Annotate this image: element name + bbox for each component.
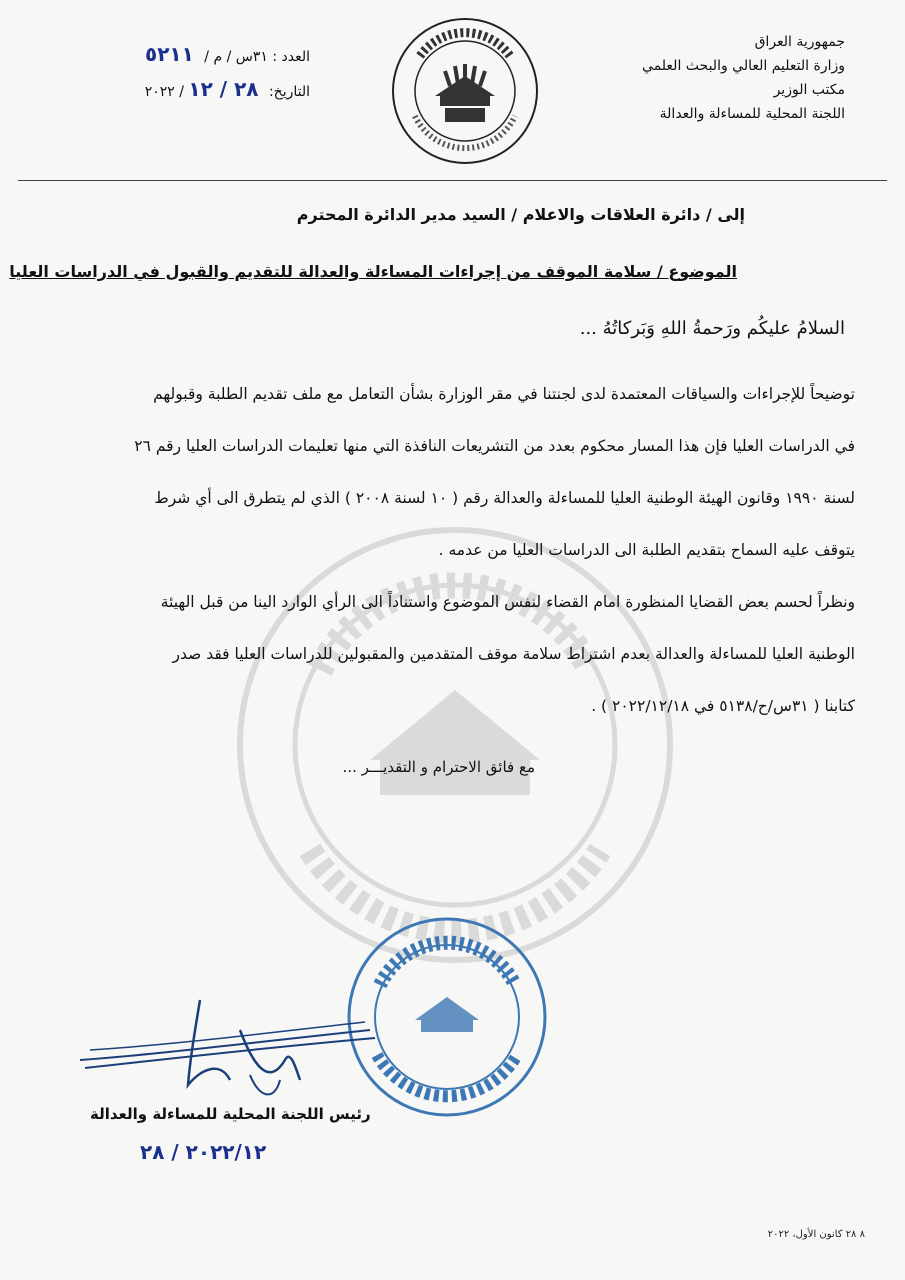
closing-line: مع فائق الاحترام و التقديـــر ... [342,758,535,776]
subject-line: الموضوع / سلامة الموقف من إجراءات المساءلة والعدالة للتقديم والقبول في الدراسات العليا [9,262,737,281]
office-name: مكتب الوزير [773,82,845,98]
reference-number [70,38,310,73]
number-label: العدد : ٣١س / م / [204,49,310,65]
body-line: ونظراً لحسم بعض القضايا المنظورة امام القضاء لنفس الموضوع واستناداً الى الرأي الوارد الينا من قبل الهيئة [160,593,855,611]
body-line: لسنة ١٩٩٠ وقانون الهيئة الوطنية العليا للمساءلة والعدالة رقم ( ١٠ لسنة ٢٠٠٨ ) الذي لم يتطرق الى أي شرط [154,489,855,507]
date-year: / ٢٠٢٢ [144,84,184,100]
body-line: كتابنا ( ٣١س/ح/٥١٣٨ في ٢٠٢٢/١٢/١٨ ) . [591,697,855,715]
reference-block [70,38,310,108]
header-divider [18,180,887,181]
country-name: جمهورية العراق [754,34,845,50]
handwritten-number: ٥٢١١ [145,42,194,66]
date-label: التاريخ: [268,84,310,100]
body-line: يتوقف عليه السماح بتقديم الطلبة الى الدراسات العليا من عدمه . [438,541,855,559]
body-line: في الدراسات العليا فإن هذا المسار محكوم بعدد من التشريعات النافذة التي منها تعليمات الدراسات العليا رقم ٢٦ [134,437,855,455]
signature-icon [70,990,380,1110]
body-line: توضيحاً للإجراءات والسياقات المعتمدة لدى لجنتنا في مقر الوزارة بشأن التعامل مع ملف تقديم الطلبة وقبولهم [153,385,855,403]
signatory-title: رئيس اللجنة المحلية للمساءلة والعدالة [90,1105,371,1123]
signatory-date: ٢٠٢٢/١٢ / ٢٨ [140,1140,267,1164]
letterhead [575,30,845,126]
handwritten-date: ٢٨ / ١٢ [188,77,259,101]
reference-date [70,73,310,108]
committee-name: اللجنة المحلية للمساءلة والعدالة [659,106,845,122]
recipient-line: إلى / دائرة العلاقات والاعلام / السيد مدير الدائرة المحترم [296,205,745,224]
ministry-logo-icon [390,16,540,166]
body-text [55,368,855,732]
ministry-name: وزارة التعليم العالي والبحث العلمي [642,58,845,74]
footer-timestamp: ٨ ٢٨ كانون الأول، ٢٠٢٢ [767,1229,865,1240]
body-line: الوطنية العليا للمساءلة والعدالة بعدم اشتراط سلامة موقف المتقدمين والمقبولين للدراسات العليا فقد صدر [172,645,855,663]
greeting: السلامُ عليكُم ورَحمةُ اللهِ وَبَركاتُهُ ... [579,318,845,339]
